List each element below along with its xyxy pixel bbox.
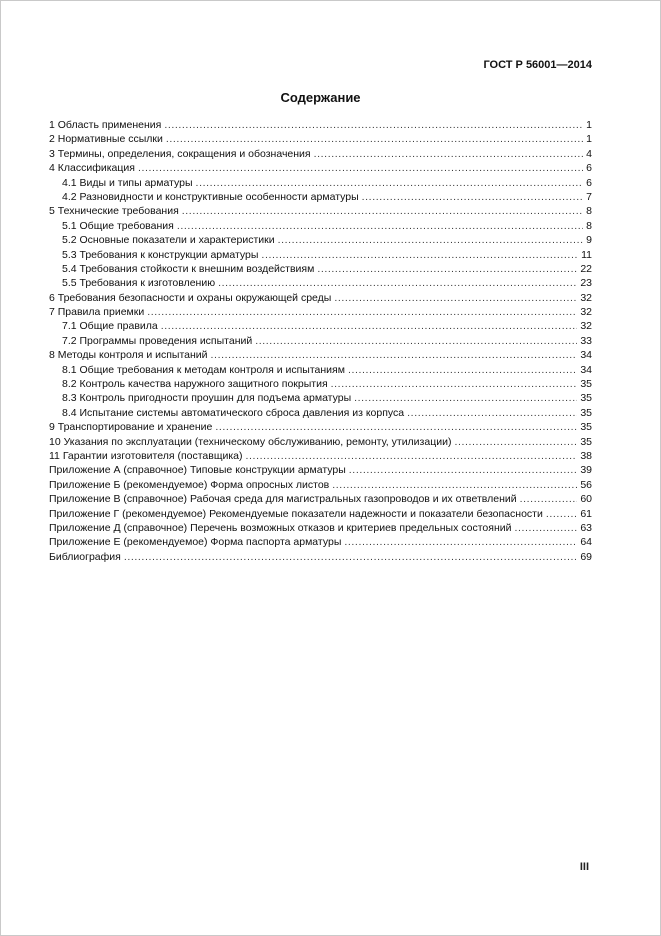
toc-entry-label: 11 Гарантии изготовителя (поставщика) — [49, 449, 243, 462]
toc-entry-page: 9 — [586, 234, 592, 247]
toc-entry-label: 5.2 Основные показатели и характеристики — [62, 234, 275, 247]
toc-entry-page: 35 — [580, 406, 592, 419]
toc-leader-dots — [332, 478, 577, 492]
toc-entry — [49, 118, 592, 132]
toc-entry — [49, 507, 592, 521]
toc-leader-dots — [161, 319, 578, 333]
toc-leader-dots — [344, 535, 577, 549]
toc-entry — [49, 132, 592, 146]
toc-entry-label: 7.1 Общие правила — [62, 320, 158, 333]
toc-leader-dots — [348, 363, 577, 377]
toc-entry — [49, 478, 592, 492]
page-title: Содержание — [280, 90, 361, 105]
toc-leader-dots — [520, 492, 578, 506]
toc-entry — [49, 190, 592, 204]
toc-entry-label: 5 Технические требования — [49, 205, 179, 218]
toc-entry-label: Приложение Г (рекомендуемое) Рекомендуемые показатели надежности и показатели безопасности — [49, 507, 543, 520]
toc-entry — [49, 161, 592, 175]
toc-entry-page: 33 — [580, 334, 592, 347]
toc-leader-dots — [362, 190, 584, 204]
toc-leader-dots — [211, 348, 578, 362]
toc-entry — [49, 377, 592, 391]
toc-entry-page: 34 — [580, 363, 592, 376]
toc-entry-page: 69 — [580, 550, 592, 563]
toc-entry-page: 7 — [586, 190, 592, 203]
toc-entry-label: 9 Транспортирование и хранение — [49, 421, 213, 434]
toc-entry-label: 7.2 Программы проведения испытаний — [62, 334, 253, 347]
toc-leader-dots — [314, 147, 584, 161]
toc-entry — [49, 363, 592, 377]
toc-entry — [49, 176, 592, 190]
toc-entry — [49, 420, 592, 434]
toc-entry — [49, 204, 592, 218]
toc-leader-dots — [166, 132, 583, 146]
toc-leader-dots — [124, 550, 577, 564]
toc-entry-label: 4.1 Виды и типы арматуры — [62, 176, 193, 189]
toc-entry — [49, 262, 592, 276]
toc-leader-dots — [278, 233, 584, 247]
toc-leader-dots — [514, 521, 577, 535]
toc-leader-dots — [546, 507, 577, 521]
table-of-contents — [49, 118, 592, 564]
toc-entry — [49, 492, 592, 506]
toc-entry — [49, 406, 592, 420]
toc-leader-dots — [334, 291, 577, 305]
toc-entry-page: 35 — [580, 392, 592, 405]
toc-entry-label: Приложение В (справочное) Рабочая среда для магистральных газопроводов и их ответвлений — [49, 493, 517, 506]
toc-entry — [49, 233, 592, 247]
toc-entry — [49, 305, 592, 319]
toc-entry — [49, 219, 592, 233]
toc-entry — [49, 147, 592, 161]
toc-entry-page: 39 — [580, 464, 592, 477]
toc-entry-label: 4 Классификация — [49, 162, 135, 175]
toc-entry-page: 1 — [586, 133, 592, 146]
document-number: ГОСТ Р 56001—2014 — [483, 59, 592, 71]
toc-entry-label: 8.4 Испытание системы автоматического сброса давления из корпуса — [62, 406, 405, 419]
toc-entry-label: Библиография — [49, 550, 121, 563]
toc-leader-dots — [138, 161, 583, 175]
toc-entry-page: 11 — [581, 248, 592, 261]
page-content — [49, 1, 592, 564]
toc-leader-dots — [349, 463, 578, 477]
toc-entry-page: 61 — [580, 507, 592, 520]
toc-entry-page: 34 — [580, 349, 592, 362]
toc-entry-label: 8.3 Контроль пригодности проушин для подъема арматуры — [62, 392, 352, 405]
toc-leader-dots — [261, 248, 578, 262]
toc-leader-dots — [331, 377, 578, 391]
toc-entry — [49, 319, 592, 333]
toc-entry-page: 8 — [586, 205, 592, 218]
toc-leader-dots — [407, 406, 577, 420]
toc-entry-page: 56 — [580, 478, 592, 491]
toc-entry-label: 10 Указания по эксплуатации (техническому обслуживанию, ремонту, утилизации) — [49, 435, 452, 448]
toc-leader-dots — [255, 334, 577, 348]
toc-entry-label: 8 Методы контроля и испытаний — [49, 349, 208, 362]
toc-entry — [49, 334, 592, 348]
toc-entry-page: 60 — [580, 493, 592, 506]
toc-entry — [49, 435, 592, 449]
toc-entry — [49, 449, 592, 463]
toc-entry — [49, 391, 592, 405]
folio-page-number: III — [579, 861, 589, 873]
toc-leader-dots — [164, 118, 583, 132]
toc-entry-label: 8.2 Контроль качества наружного защитного покрытия — [62, 378, 328, 391]
toc-entry-label: 6 Требования безопасности и охраны окружающей среды — [49, 291, 332, 304]
toc-entry-label: 3 Термины, определения, сокращения и обозначения — [49, 147, 311, 160]
toc-leader-dots — [196, 176, 584, 190]
toc-entry — [49, 550, 592, 564]
toc-entry-page: 35 — [580, 378, 592, 391]
toc-leader-dots — [182, 204, 583, 218]
toc-leader-dots — [177, 219, 583, 233]
toc-entry-label: Приложение Е (рекомендуемое) Форма паспорта арматуры — [49, 536, 342, 549]
toc-entry-page: 1 — [586, 119, 592, 131]
toc-entry-page: 32 — [580, 291, 592, 304]
toc-entry-page: 32 — [580, 320, 592, 333]
toc-entry-label: 5.5 Требования к изготовлению — [62, 277, 216, 290]
toc-entry-page: 23 — [580, 277, 592, 290]
toc-entry-label: 5.4 Требования стойкости к внешним воздействиям — [62, 262, 315, 275]
toc-entry — [49, 521, 592, 535]
toc-entry — [49, 463, 592, 477]
toc-leader-dots — [147, 305, 577, 319]
toc-leader-dots — [246, 449, 578, 463]
toc-entry-label: Приложение А (справочное) Типовые конструкции арматуры — [49, 464, 346, 477]
toc-entry — [49, 248, 592, 262]
toc-entry — [49, 348, 592, 362]
toc-entry-page: 4 — [586, 147, 592, 160]
toc-entry-label: Приложение Б (рекомендуемое) Форма опросных листов — [49, 478, 330, 491]
toc-entry-page: 6 — [586, 176, 592, 189]
toc-leader-dots — [354, 391, 577, 405]
toc-entry-page: 38 — [580, 449, 592, 462]
toc-entry-page: 63 — [580, 521, 592, 534]
toc-leader-dots — [218, 276, 577, 290]
toc-entry-page: 64 — [580, 536, 592, 549]
toc-entry-page: 22 — [580, 262, 592, 275]
toc-leader-dots — [215, 420, 577, 434]
toc-entry-label: Приложение Д (справочное) Перечень возможных отказов и критериев предельных состояний — [49, 521, 512, 534]
toc-entry — [49, 535, 592, 549]
toc-entry-page: 6 — [586, 162, 592, 175]
toc-leader-dots — [454, 435, 577, 449]
toc-leader-dots — [317, 262, 577, 276]
toc-entry-label: 5.1 Общие требования — [62, 219, 174, 232]
toc-entry-page: 8 — [586, 219, 592, 232]
toc-entry-label: 7 Правила приемки — [49, 306, 145, 319]
toc-entry-page: 35 — [580, 435, 592, 448]
toc-entry — [49, 291, 592, 305]
toc-entry-label: 1 Область применения — [49, 119, 162, 131]
toc-entry-label: 4.2 Разновидности и конструктивные особенности арматуры — [62, 190, 359, 203]
toc-entry-label: 5.3 Требования к конструкции арматуры — [62, 248, 259, 261]
toc-entry-label: 2 Нормативные ссылки — [49, 133, 163, 146]
toc-entry — [49, 276, 592, 290]
toc-entry-page: 32 — [580, 306, 592, 319]
toc-entry-page: 35 — [580, 421, 592, 434]
toc-entry-label: 8.1 Общие требования к методам контроля и испытаниям — [62, 363, 345, 376]
